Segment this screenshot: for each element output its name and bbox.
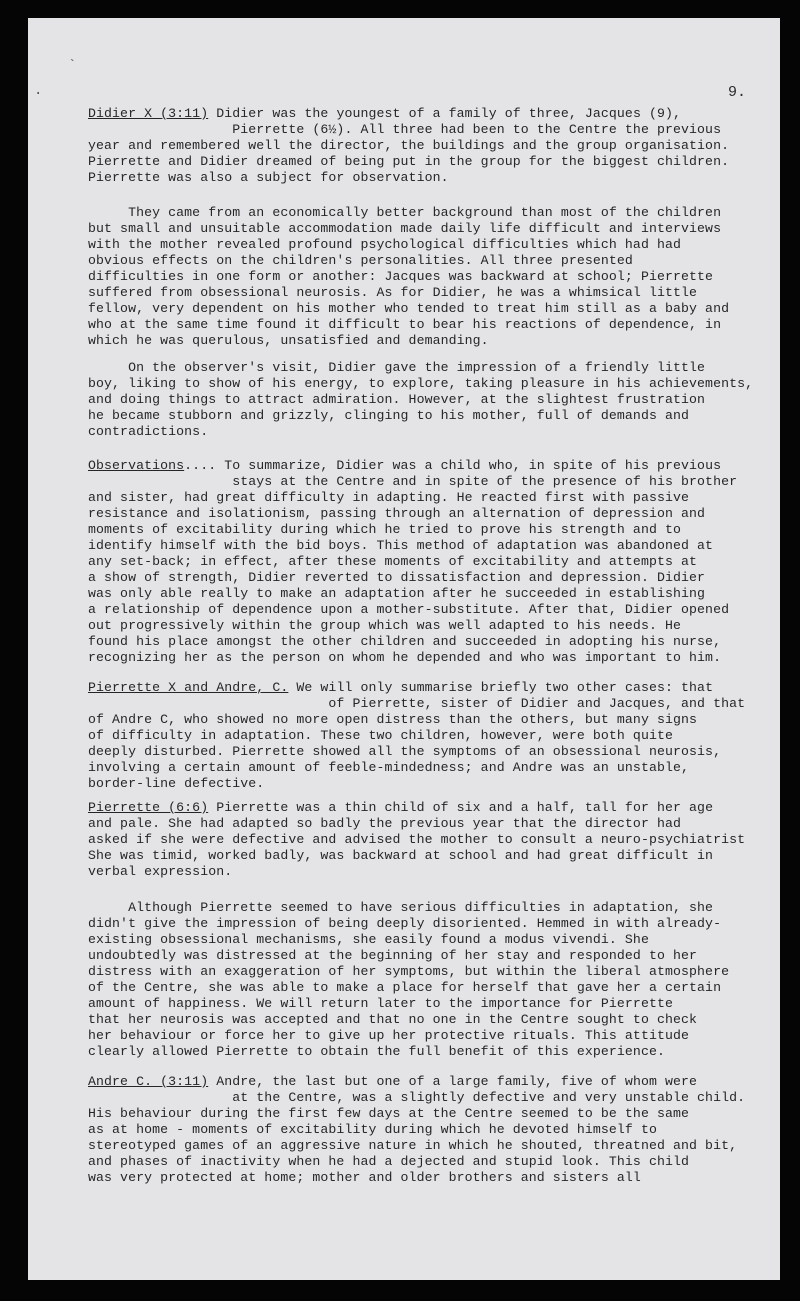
text-line: stereotyped games of an aggressive nature in which he shouted, threatned and bit, [88, 1138, 738, 1153]
text-line: he became stubborn and grizzly, clinging to his mother, full of demands and [88, 408, 690, 423]
text-line: as at home - moments of excitability during which he devoted himself to [88, 1122, 657, 1137]
text-line: verbal expression. [88, 864, 233, 879]
section-heading-observations: Observations [88, 458, 185, 473]
text-line: and sister, had great difficulty in adapting. He reacted first with passive [88, 490, 690, 505]
text-line: undoubtedly was distressed at the beginning of her stay and responded to her [88, 948, 698, 963]
paragraph-pierrette-adaptation [88, 900, 760, 1060]
section-heading-didier: Didier X (3:11) [88, 106, 209, 121]
text-line: was very protected at home; mother and older brothers and sisters all [88, 1170, 641, 1185]
text-line: obvious effects on the children's personalities. All three presented [88, 253, 633, 268]
pencil-tick-mark: ` [68, 58, 77, 74]
text-line: who at the same time found it difficult to bear his reactions of dependence, in [88, 317, 722, 332]
text-line: difficulties in one form or another: Jacques was backward at school; Pierrette [88, 269, 714, 284]
text-line: His behaviour during the first few days at the Centre seemed to be the same [88, 1106, 690, 1121]
text-line: Pierrette was a thin child of six and a half, tall for her age [208, 800, 714, 815]
text-line: of Andre C, who showed no more open distress than the others, but many signs [88, 712, 698, 727]
section-heading-pierrette-andre: Pierrette X and Andre, C. [88, 680, 289, 695]
text-line: We will only summarise briefly two other cases: that [288, 680, 714, 695]
text-line: recognizing her as the person on whom he depended and who was important to him. [88, 650, 722, 665]
margin-dot-mark: · [34, 86, 43, 102]
paragraph-background [88, 205, 760, 349]
text-line: suffered from obsessional neurosis. As for Didier, he was a whimsical little [88, 285, 698, 300]
text-line: at the Centre, was a slightly defective and very unstable child. [88, 1090, 746, 1105]
text-line: which he was querulous, unsatisfied and demanding. [88, 333, 489, 348]
text-line: Pierrette was also a subject for observation. [88, 170, 449, 185]
text-line: stays at the Centre and in spite of the presence of his brother [88, 474, 738, 489]
text-line: existing obsessional mechanisms, she easily found a modus vivendi. She [88, 932, 649, 947]
paragraph-observations [88, 458, 760, 666]
section-heading-andre: Andre C. (3:11) [88, 1074, 209, 1089]
text-line: distress with an exaggeration of her symptoms, but within the liberal atmosphere [88, 964, 730, 979]
text-line: and phases of inactivity when he had a dejected and stupid look. This child [88, 1154, 690, 1169]
text-line: a show of strength, Didier reverted to dissatisfaction and depression. Didier [88, 570, 706, 585]
text-line: contradictions. [88, 424, 209, 439]
text-line: out progressively within the group which was well adapted to his needs. He [88, 618, 682, 633]
paragraph-pierrette [88, 800, 760, 880]
text-line: She was timid, worked badly, was backward at school and had great difficult in [88, 848, 714, 863]
text-line: Pierrette (6½). All three had been to the Centre the previous [88, 122, 722, 137]
text-line: Didier was the youngest of a family of three, Jacques (9), [208, 106, 682, 121]
text-line: but small and unsuitable accommodation made daily life difficult and interviews [88, 221, 722, 236]
text-line: .... To summarize, Didier was a child who, in spite of his previous [184, 458, 722, 473]
text-line: On the observer's visit, Didier gave the impression of a friendly little [88, 360, 706, 375]
text-line: They came from an economically better background than most of the children [88, 205, 722, 220]
text-line: Pierrette and Didier dreamed of being put in the group for the biggest children. [88, 154, 730, 169]
text-line: and doing things to attract admiration. However, at the slightest frustration [88, 392, 706, 407]
section-heading-pierrette: Pierrette (6:6) [88, 800, 209, 815]
text-line: amount of happiness. We will return later to the importance for Pierrette [88, 996, 674, 1011]
text-line: her behaviour or force her to give up her protective rituals. This attitude [88, 1028, 690, 1043]
paragraph-andre [88, 1074, 760, 1186]
text-line: border-line defective. [88, 776, 265, 791]
text-line: asked if she were defective and advised the mother to consult a neuro-psychiatrist [88, 832, 746, 847]
text-line: involving a certain amount of feeble-mindedness; and Andre was an unstable, [88, 760, 690, 775]
text-line: resistance and isolationism, passing through an alternation of depression and [88, 506, 706, 521]
text-line: year and remembered well the director, the buildings and the group organisation. [88, 138, 730, 153]
text-line: deeply disturbed. Pierrette showed all the symptoms of an obsessional neurosis, [88, 744, 722, 759]
text-line: identify himself with the bid boys. This method of adaptation was abandoned at [88, 538, 714, 553]
text-line: of Pierrette, sister of Didier and Jacques, and that [88, 696, 746, 711]
text-line: and pale. She had adapted so badly the previous year that the director had [88, 816, 682, 831]
text-line: that her neurosis was accepted and that no one in the Centre sought to check [88, 1012, 698, 1027]
text-line: fellow, very dependent on his mother who tended to treat him still as a baby and [88, 301, 730, 316]
paragraph-observer-visit [88, 360, 760, 440]
text-line: was only able really to make an adaptation after he succeeded in establishing [88, 586, 706, 601]
text-line: any set-back; in effect, after these moments of excitability and attempts at [88, 554, 698, 569]
text-line: didn't give the impression of being deeply disoriented. Hemmed in with already- [88, 916, 722, 931]
text-line: Andre, the last but one of a large family, five of whom were [208, 1074, 698, 1089]
text-line: Although Pierrette seemed to have serious difficulties in adaptation, she [88, 900, 714, 915]
text-line: clearly allowed Pierrette to obtain the full benefit of this experience. [88, 1044, 665, 1059]
text-line: moments of excitability during which he tried to prove his strength and to [88, 522, 682, 537]
paragraph-pierrette-andre [88, 680, 760, 792]
text-line: with the mother revealed profound psychological difficulties which had had [88, 237, 682, 252]
text-line: found his place amongst the other children and succeeded in adopting his nurse, [88, 634, 722, 649]
text-line: of difficulty in adaptation. These two children, however, were both quite [88, 728, 674, 743]
text-line: a relationship of dependence upon a mother-substitute. After that, Didier opened [88, 602, 730, 617]
text-line: boy, liking to show of his energy, to explore, taking pleasure in his achievements, [88, 376, 754, 391]
paragraph-didier [88, 106, 760, 186]
text-line: of the Centre, she was able to make a place for herself that gave her a certain [88, 980, 722, 995]
page-number: 9. [728, 84, 747, 101]
